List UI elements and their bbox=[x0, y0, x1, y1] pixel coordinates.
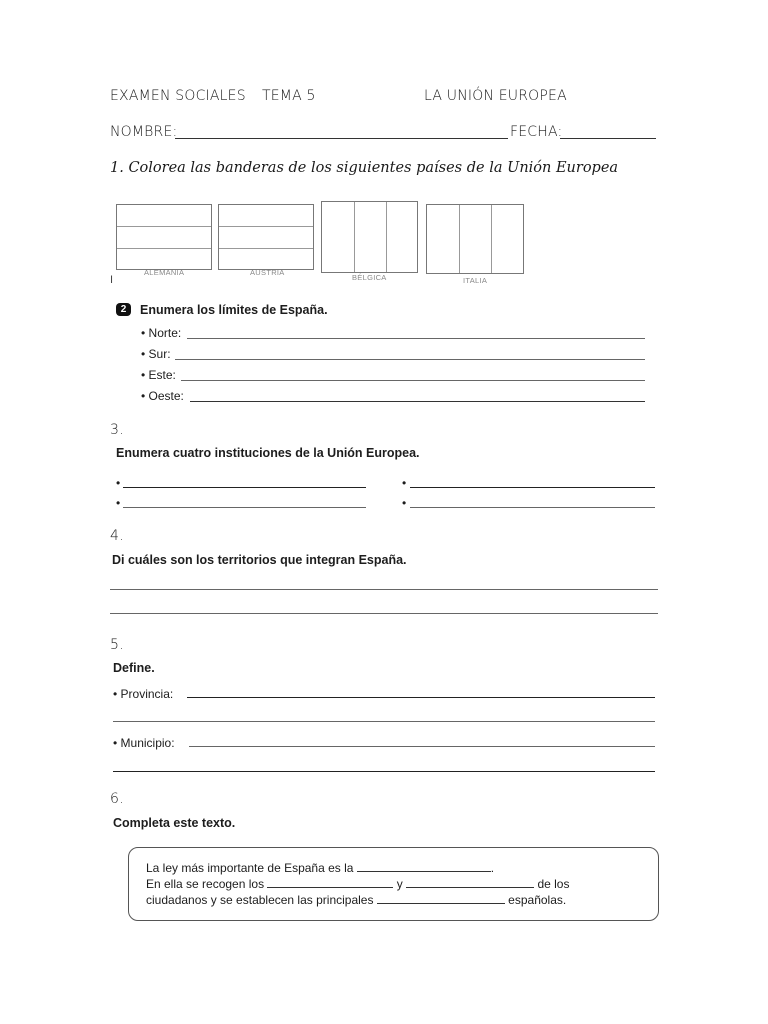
flag-belgica[interactable] bbox=[321, 201, 418, 273]
q6-line2-text-b: y bbox=[396, 877, 403, 891]
q3-title: Enumera cuatro instituciones de la Unión Europea. bbox=[116, 446, 420, 460]
q3-bullet-4: • bbox=[402, 496, 407, 510]
name-label: NOMBRE: bbox=[110, 124, 178, 140]
q3-blank-2[interactable] bbox=[410, 487, 655, 488]
q3-blank-3[interactable] bbox=[123, 507, 366, 508]
q5-title: Define. bbox=[113, 661, 155, 675]
q5-blank-municipio-2[interactable] bbox=[113, 771, 655, 772]
q3-bullet-2: • bbox=[402, 476, 407, 490]
q3-bullet-1: • bbox=[116, 476, 121, 490]
q2-item-sur: • Sur: bbox=[141, 347, 171, 361]
q6-title: Completa este texto. bbox=[113, 816, 236, 830]
flag-label-italia: ITALIA bbox=[463, 276, 488, 285]
q6-line2-text-c: de los bbox=[537, 877, 570, 891]
q5-item-provincia: • Provincia: bbox=[113, 687, 174, 701]
q3-blank-4[interactable] bbox=[410, 507, 655, 508]
q6-line1-text-b: . bbox=[490, 861, 495, 875]
flag-austria[interactable] bbox=[218, 204, 314, 270]
q6-line-1 bbox=[146, 861, 494, 875]
q2-title: Enumera los límites de España. bbox=[140, 303, 328, 317]
q3-number: 3. bbox=[110, 422, 124, 438]
q6-blank-derechos[interactable] bbox=[267, 877, 393, 888]
q2-item-oeste: • Oeste: bbox=[141, 389, 184, 403]
exam-title: EXAMEN SOCIALES bbox=[110, 88, 246, 104]
q6-blank-instituciones[interactable] bbox=[377, 893, 505, 904]
date-label: FECHA: bbox=[510, 124, 563, 140]
q6-number: 6. bbox=[110, 791, 124, 807]
q5-blank-municipio[interactable] bbox=[189, 746, 655, 747]
q6-blank-ley[interactable] bbox=[357, 861, 491, 872]
q2-item-este: • Este: bbox=[141, 368, 176, 382]
flag-label-alemania: ALEMANIA bbox=[144, 268, 185, 277]
q4-title: Di cuáles son los territorios que integran España. bbox=[112, 553, 407, 567]
flag-alemania[interactable] bbox=[116, 204, 212, 270]
q2-item-norte: • Norte: bbox=[141, 326, 182, 340]
flag-italia[interactable] bbox=[426, 204, 524, 274]
q4-number: 4. bbox=[110, 528, 124, 544]
q6-line1-text-a: La ley más importante de España es la bbox=[146, 861, 354, 875]
q2-blank-norte[interactable] bbox=[187, 338, 645, 339]
q6-line-3 bbox=[146, 893, 566, 907]
q1-instruction: 1. Colorea las banderas de los siguientes países de la Unión Europea bbox=[110, 160, 619, 176]
q5-blank-provincia-2[interactable] bbox=[113, 721, 655, 722]
flag-label-belgica: BÉLGICA bbox=[352, 273, 387, 282]
q6-line2-text-a: En ella se recogen los bbox=[146, 877, 265, 891]
topic-title: LA UNIÓN EUROPEA bbox=[424, 88, 567, 104]
q6-line-2 bbox=[146, 877, 569, 891]
date-blank[interactable] bbox=[560, 138, 656, 139]
q2-blank-oeste[interactable] bbox=[190, 401, 645, 402]
q6-line3-text-b: españolas. bbox=[508, 893, 567, 907]
tema-label: TEMA 5 bbox=[262, 88, 316, 104]
q2-blank-sur[interactable] bbox=[175, 359, 645, 360]
q6-blank-deberes[interactable] bbox=[406, 877, 534, 888]
q5-number: 5. bbox=[110, 637, 124, 653]
q5-blank-provincia[interactable] bbox=[187, 697, 655, 698]
q2-blank-este[interactable] bbox=[181, 380, 645, 381]
q5-item-municipio: • Municipio: bbox=[113, 736, 175, 750]
q3-bullet-3: • bbox=[116, 496, 121, 510]
q4-blank-2[interactable] bbox=[110, 613, 658, 614]
stray-mark: I bbox=[110, 274, 114, 286]
name-blank[interactable] bbox=[175, 138, 508, 139]
q4-blank-1[interactable] bbox=[110, 589, 658, 590]
q6-line3-text-a: ciudadanos y se establecen las principales bbox=[146, 893, 374, 907]
q3-blank-1[interactable] bbox=[123, 487, 366, 488]
q2-number-badge: 2 bbox=[116, 303, 131, 316]
flag-label-austria: AUSTRIA bbox=[250, 268, 285, 277]
